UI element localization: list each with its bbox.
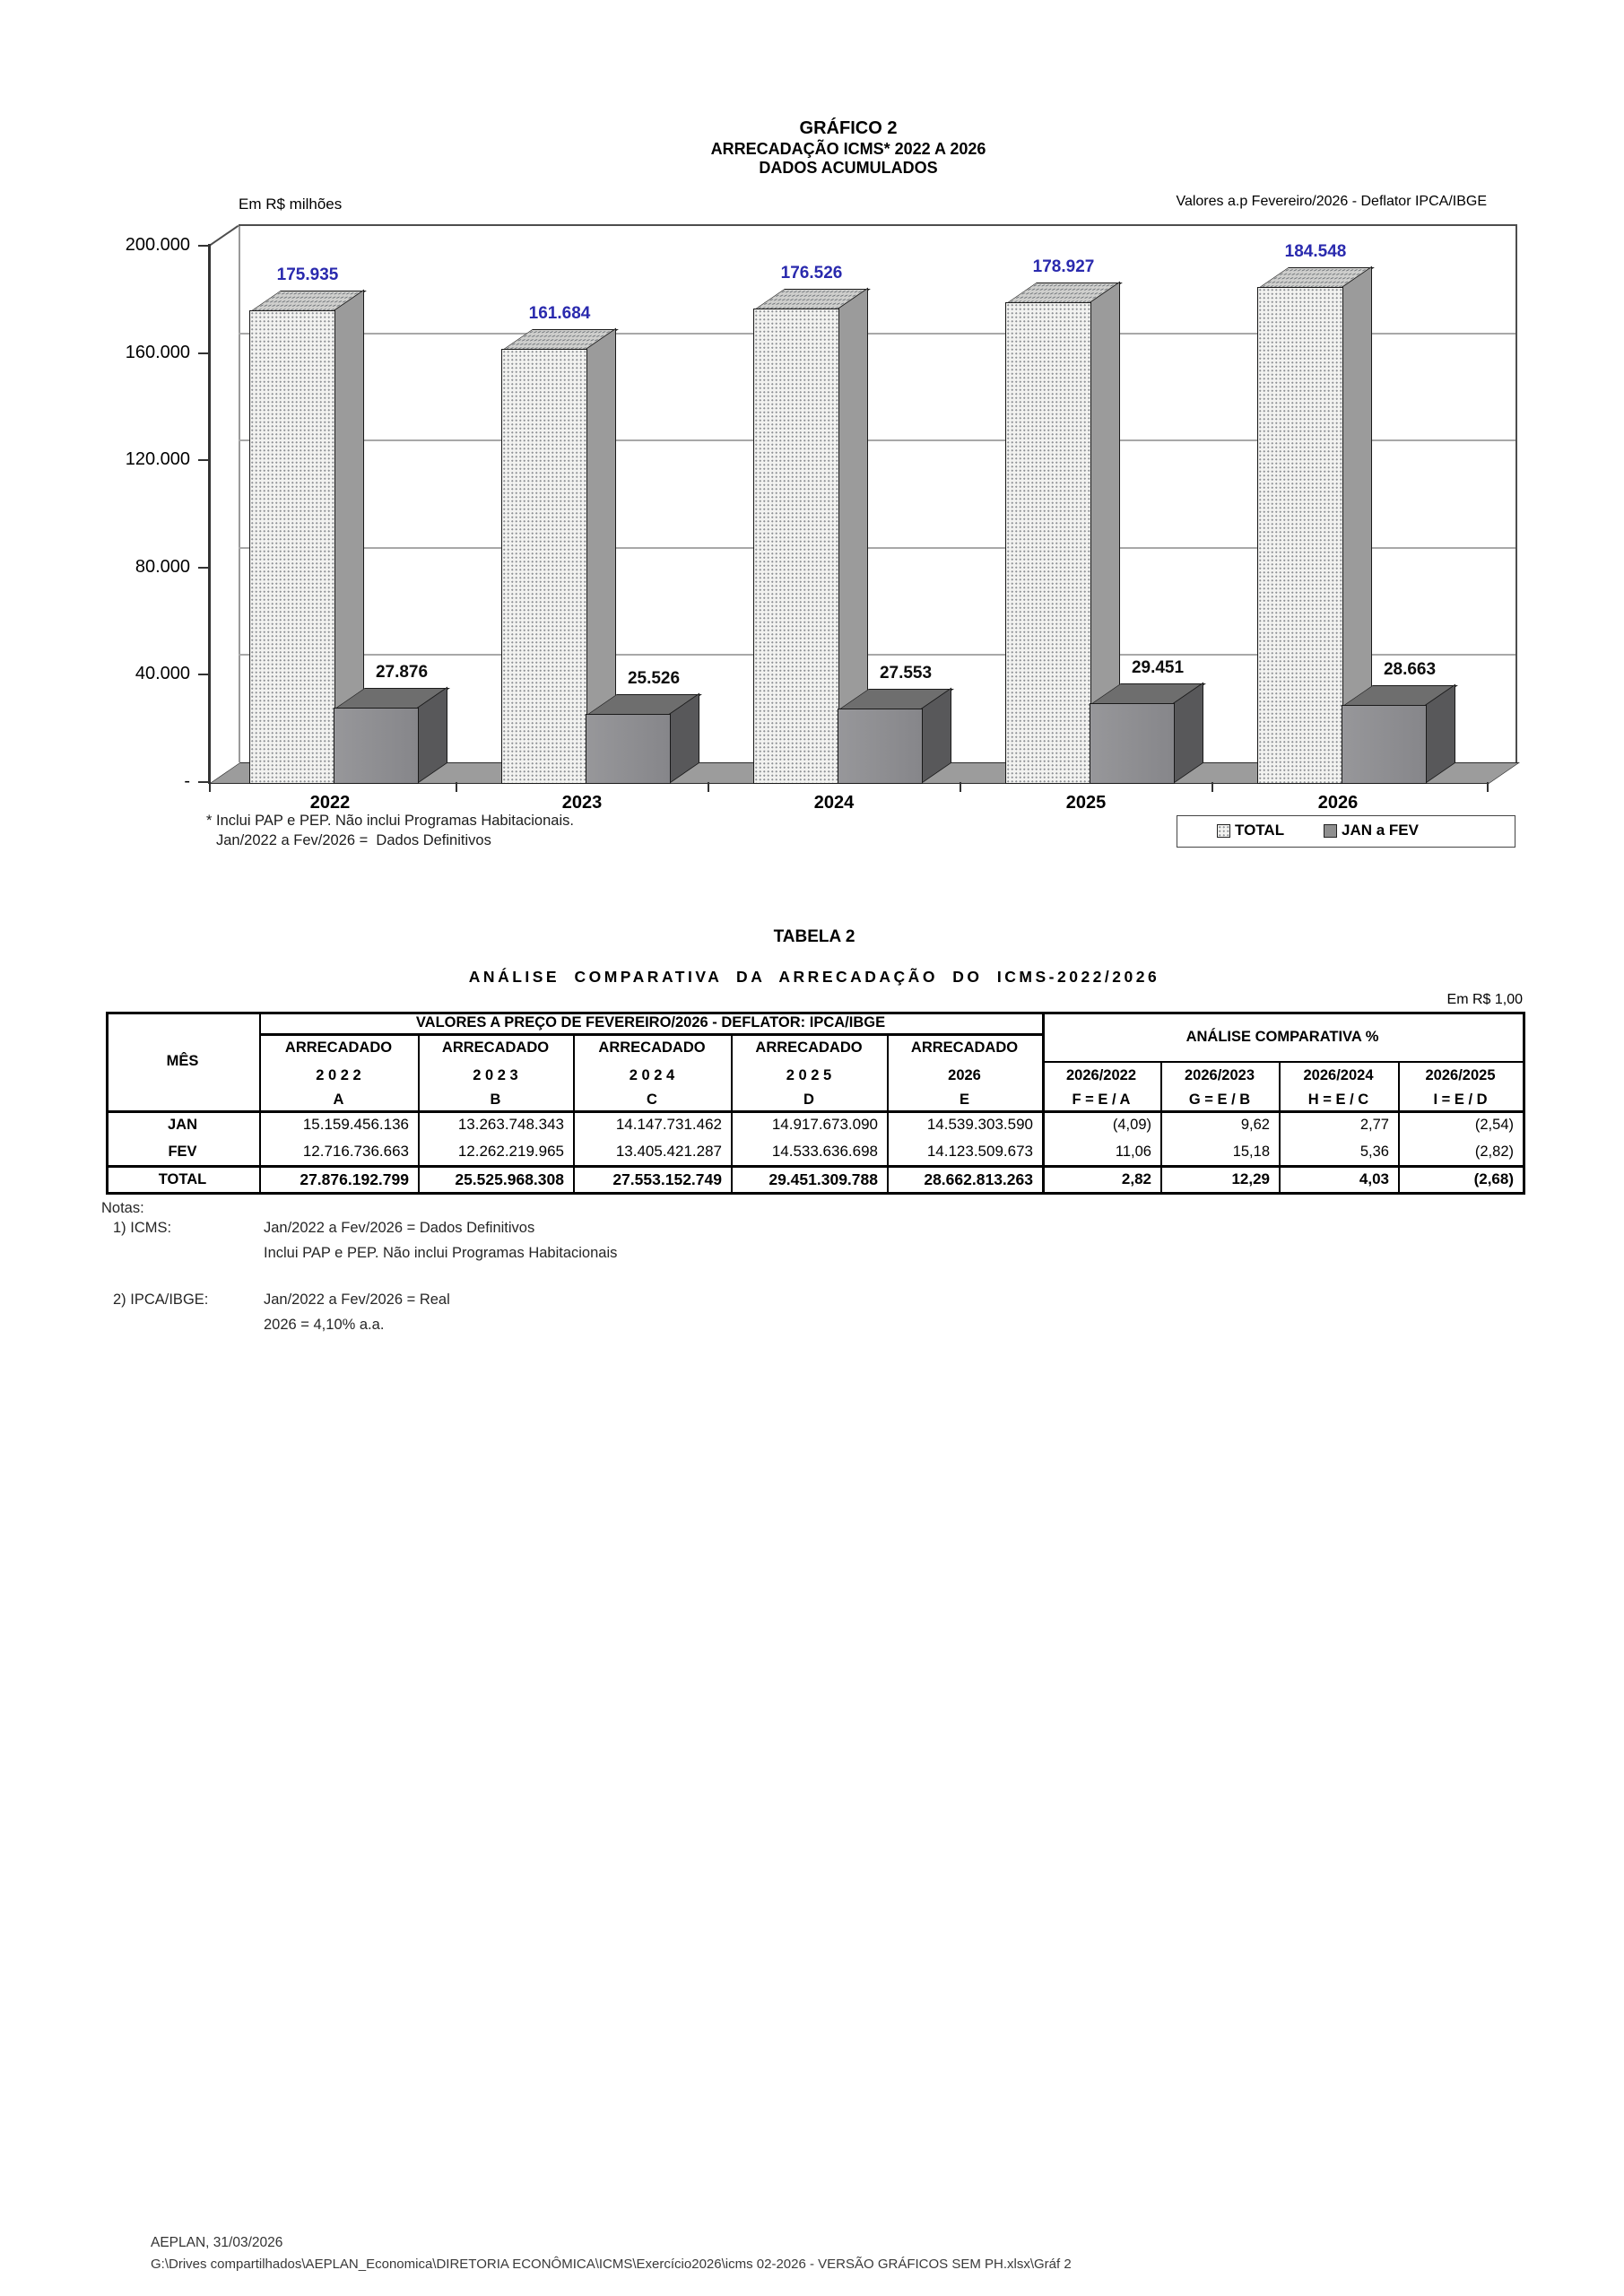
note-1-label: 1) ICMS:	[113, 1220, 172, 1236]
header-comp-formula-3: H = E / C	[1307, 1091, 1369, 1108]
header-letter-5: E	[959, 1091, 969, 1108]
header-comp-year-2: 2026/2023	[1185, 1067, 1255, 1083]
header-comp-formula-4: I = E / D	[1433, 1091, 1488, 1108]
y-axis-tick-label: 160.000	[125, 342, 190, 362]
table-subtitle: ANÁLISE COMPARATIVA DA ARRECADAÇÃO DO ICMS-2022/2026	[468, 968, 1160, 986]
cell-total-value-4: 29.451.309.788	[769, 1170, 878, 1188]
janfev-bar-2026-value-label: 28.663	[1383, 660, 1437, 680]
janfev-bar-2022-value-label: 27.876	[375, 662, 429, 682]
header-year-5: 2026	[948, 1067, 981, 1083]
y-axis-tick-label: 120.000	[125, 449, 190, 470]
header-arrecadado-2: ARRECADADO	[441, 1039, 550, 1056]
cell-FEV-comp-2: 15,18	[1232, 1144, 1270, 1160]
cell-JAN-comp-2: 9,62	[1240, 1116, 1270, 1133]
cell-FEV-value-4: 14.533.636.698	[771, 1143, 878, 1160]
header-letter-2: B	[490, 1091, 501, 1108]
x-axis-label-2023: 2023	[561, 793, 603, 813]
table-border-right	[1523, 1012, 1525, 1195]
row-FEV-label: FEV	[168, 1144, 197, 1160]
cell-JAN-comp-4: (2,54)	[1474, 1116, 1514, 1133]
chart-subtitle-2: DADOS ACUMULADOS	[759, 158, 938, 177]
cell-FEV-value-3: 13.405.421.287	[615, 1143, 722, 1160]
chart-footnote-1: * Inclui PAP e PEP. Não inclui Programas Habitacionais.	[206, 813, 574, 829]
cell-total-value-2: 25.525.968.308	[455, 1170, 564, 1188]
cell-total-comp-3: 4,03	[1359, 1170, 1389, 1187]
table-line-under-values-header	[259, 1033, 1042, 1036]
notes-heading: Notas:	[101, 1200, 144, 1216]
header-letter-1: A	[333, 1091, 344, 1108]
total-bar-2026-value-label: 184.548	[1284, 242, 1347, 262]
row-JAN-label: JAN	[167, 1116, 197, 1133]
cell-FEV-comp-1: 11,06	[1115, 1144, 1151, 1160]
y-axis-unit-label: Em R$ milhões	[239, 196, 343, 213]
chart-subtitle: ARRECADAÇÃO ICMS* 2022 A 2026	[710, 139, 986, 158]
cell-FEV-value-2: 12.262.219.965	[457, 1143, 564, 1160]
total-bar-2023-value-label: 161.684	[528, 303, 591, 323]
deflator-label: Valores a.p Fevereiro/2026 - Deflator IPCA/IBGE	[1176, 194, 1487, 209]
note-2-line-1: Jan/2022 a Fev/2026 = Real	[264, 1292, 450, 1308]
y-axis-tick-label: -	[184, 771, 190, 791]
total-bar-2025-value-label: 178.927	[1032, 257, 1095, 276]
janfev-bar-2023-value-label: 25.526	[627, 668, 681, 688]
x-axis-label-2026: 2026	[1317, 793, 1359, 813]
cell-JAN-value-2: 13.263.748.343	[457, 1115, 564, 1133]
cell-FEV-value-5: 14.123.509.673	[926, 1143, 1033, 1160]
header-comp-year-1: 2026/2022	[1066, 1067, 1136, 1083]
header-arrecadado-1: ARRECADADO	[284, 1039, 393, 1056]
header-comp-formula-1: F = E / A	[1072, 1091, 1131, 1108]
chart-title: GRÁFICO 2	[799, 118, 898, 138]
x-axis-label-2024: 2024	[813, 793, 855, 813]
cell-total-comp-4: (2,68)	[1473, 1170, 1514, 1187]
legend-janfev-label: JAN a FEV	[1342, 822, 1419, 839]
header-mes: MÊS	[166, 1053, 199, 1069]
header-values-group: VALORES A PREÇO DE FEVEREIRO/2026 - DEFLATOR: IPCA/IBGE	[415, 1014, 886, 1031]
header-letter-3: C	[647, 1091, 657, 1108]
cell-JAN-value-3: 14.147.731.462	[615, 1115, 722, 1133]
note-1-line-2: Inclui PAP e PEP. Não inclui Programas Habitacionais	[264, 1245, 618, 1261]
table-unit-label: Em R$ 1,00	[1446, 992, 1523, 1007]
cell-FEV-value-1: 12.716.736.663	[302, 1143, 409, 1160]
header-analise-group: ANÁLISE COMPARATIVA %	[1185, 1028, 1379, 1045]
cell-JAN-value-1: 15.159.456.136	[302, 1115, 409, 1133]
footer-org-date: AEPLAN, 31/03/2026	[151, 2235, 283, 2250]
header-letter-4: D	[803, 1091, 814, 1108]
header-comp-formula-2: G = E / B	[1188, 1091, 1251, 1108]
table-border-bottom	[106, 1192, 1525, 1195]
cell-total-value-1: 27.876.192.799	[300, 1170, 409, 1188]
header-arrecadado-3: ARRECADADO	[598, 1039, 706, 1056]
y-axis-tick-label: 40.000	[135, 664, 190, 684]
header-comp-year-3: 2026/2024	[1303, 1067, 1374, 1083]
y-axis-tick-label: 200.000	[125, 235, 190, 255]
cell-JAN-comp-3: 2,77	[1359, 1116, 1389, 1133]
header-year-2: 2 0 2 3	[473, 1067, 518, 1083]
janfev-bar-2024-value-label: 27.553	[879, 663, 933, 683]
total-bar-2022-value-label: 175.935	[276, 265, 339, 284]
cell-FEV-comp-3: 5,36	[1359, 1144, 1389, 1160]
x-axis-label-2025: 2025	[1065, 793, 1107, 813]
cell-total-comp-1: 2,82	[1121, 1170, 1151, 1187]
header-arrecadado-5: ARRECADADO	[910, 1039, 1019, 1056]
table-line-under-analise-header	[1042, 1061, 1523, 1063]
header-year-4: 2 0 2 5	[786, 1067, 832, 1083]
header-arrecadado-4: ARRECADADO	[755, 1039, 863, 1056]
row-total-label: TOTAL	[158, 1171, 207, 1187]
cell-FEV-comp-4: (2,82)	[1474, 1144, 1514, 1160]
cell-total-value-3: 27.553.152.749	[612, 1170, 722, 1188]
total-bar-2024-value-label: 176.526	[780, 264, 843, 283]
cell-total-comp-2: 12,29	[1231, 1170, 1270, 1187]
y-axis-tick-label: 80.000	[135, 556, 190, 577]
header-year-1: 2 0 2 2	[316, 1067, 361, 1083]
table-line-above-total	[106, 1165, 1523, 1168]
table-line-under-header	[106, 1110, 1523, 1113]
cell-JAN-value-4: 14.917.673.090	[771, 1115, 878, 1133]
note-2-label: 2) IPCA/IBGE:	[113, 1292, 209, 1308]
x-axis-label-2022: 2022	[309, 793, 351, 813]
janfev-bar-2025-value-label: 29.451	[1131, 657, 1185, 677]
legend-total-label: TOTAL	[1235, 822, 1285, 839]
cell-JAN-value-5: 14.539.303.590	[926, 1115, 1033, 1133]
cell-total-value-5: 28.662.813.263	[924, 1170, 1033, 1188]
header-year-3: 2 0 2 4	[629, 1067, 675, 1083]
note-2-line-2: 2026 = 4,10% a.a.	[264, 1317, 385, 1333]
footer-file-path: G:\Drives compartilhados\AEPLAN_Economica\DIRETORIA ECONÔMICA\ICMS\Exercício2026\icms 02-2026 - VERSÃO GRÁFICOS SEM PH.xlsx\Gráf 2	[151, 2257, 1072, 2272]
table-title: TABELA 2	[773, 927, 855, 946]
cell-JAN-comp-1: (4,09)	[1112, 1116, 1151, 1133]
note-1-line-1: Jan/2022 a Fev/2026 = Dados Definitivos	[264, 1220, 535, 1236]
header-comp-year-4: 2026/2025	[1425, 1067, 1496, 1083]
chart-footnote-2: Jan/2022 a Fev/2026 = Dados Definitivos	[216, 832, 491, 848]
